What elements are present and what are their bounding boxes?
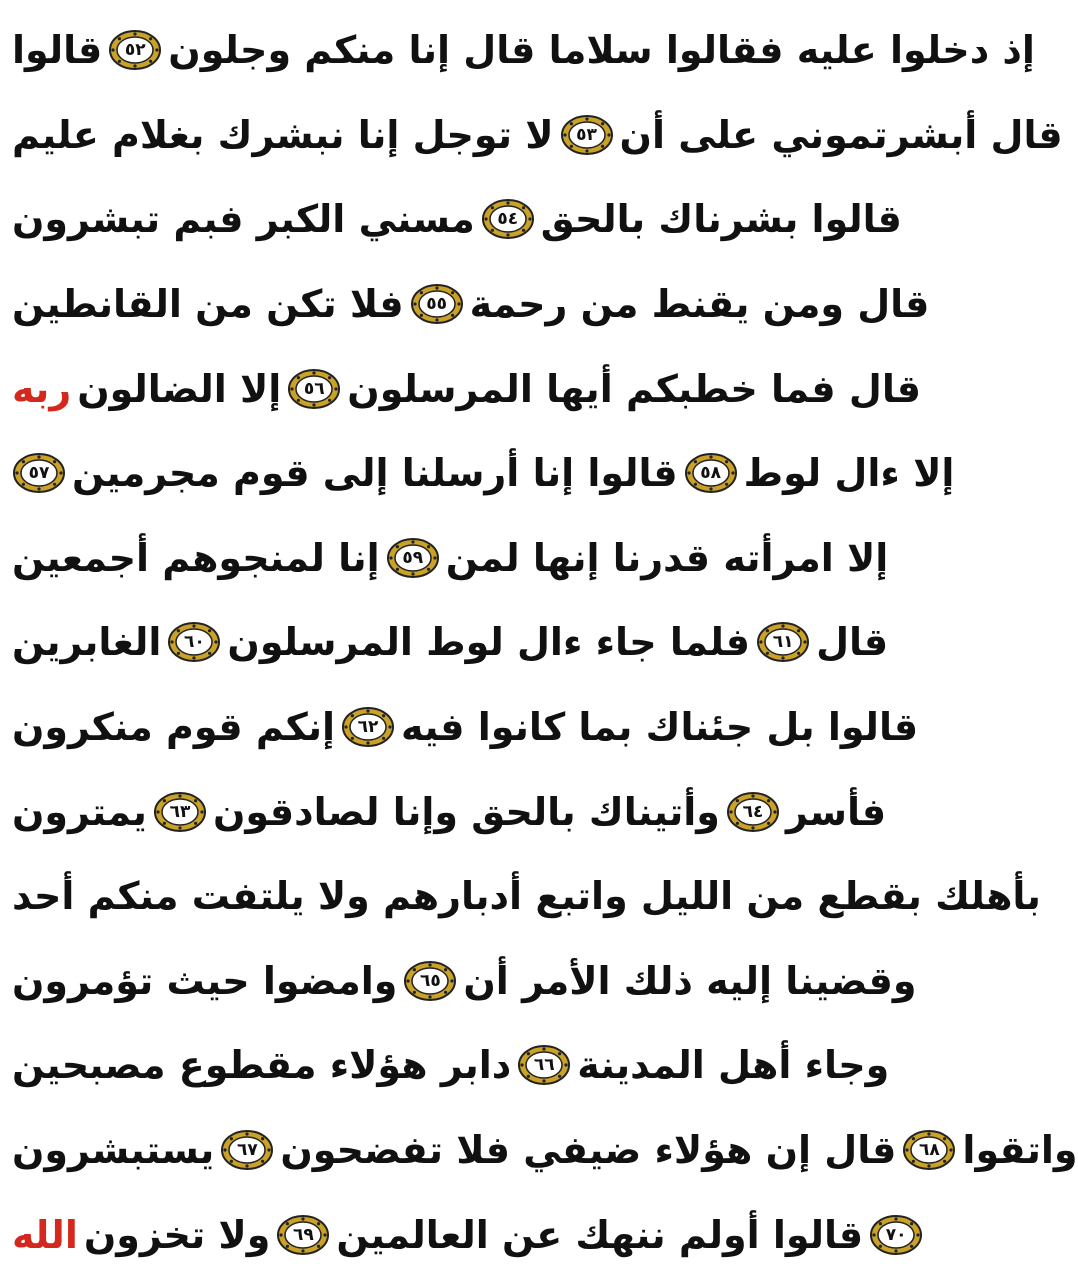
verse-text: فأسر	[785, 789, 887, 834]
ayah-number: ٦٧	[236, 1140, 258, 1161]
ayah-marker	[276, 1213, 330, 1257]
ayah-number: ٦٣	[169, 801, 191, 822]
verse-text: بأهلك بقطع من الليل واتبع أدبارهم ولا يلتفت منكم أحد	[12, 874, 1041, 919]
ayah-marker	[560, 113, 614, 157]
verse-text: قالوا بل جئناك بما كانوا فيه	[401, 705, 919, 750]
text-line	[12, 939, 917, 1024]
text-line	[12, 431, 955, 516]
ayah-marker	[517, 1043, 571, 1087]
ayah-number: ٥٨	[700, 463, 722, 484]
text-line	[12, 8, 1035, 93]
ayah-marker	[869, 1213, 923, 1257]
ayah-marker	[12, 451, 66, 495]
verse-text: يستبشرون	[12, 1128, 215, 1173]
verse-text: وقضينا إليه ذلك الأمر أن	[463, 958, 917, 1003]
text-line	[12, 1108, 1078, 1193]
ayah-number: ٥٤	[497, 209, 519, 230]
divine-name-text: ربه	[12, 366, 72, 411]
verse-text: ولا تخزون	[83, 1212, 271, 1257]
ayah-number: ٦٥	[420, 970, 441, 991]
verse-text: وأتيناك بالحق وإنا لصادقون	[212, 789, 720, 834]
text-line	[12, 600, 889, 685]
ayah-number: ٥٢	[124, 40, 146, 61]
ayah-marker	[756, 620, 810, 664]
ayah-number: ٦١	[772, 632, 794, 653]
ayah-marker	[481, 197, 535, 241]
ayah-marker	[726, 790, 780, 834]
verse-text: الغابرين	[12, 620, 162, 665]
ayah-number: ٦٦	[533, 1055, 555, 1076]
verse-text: إلا الضالون	[77, 366, 282, 411]
ayah-number: ٥٦	[303, 378, 325, 399]
ayah-marker	[386, 536, 440, 580]
verse-text: قال ومن يقنط من رحمة	[469, 282, 930, 327]
ayah-marker	[287, 367, 341, 411]
verse-text: قال فما خطبكم أيها المرسلون	[347, 366, 921, 411]
verse-text: قالوا بشرناك بالحق	[540, 197, 902, 242]
ayah-number: ٥٣	[576, 124, 597, 145]
verse-text: قال إن هؤلاء ضيفي فلا تفضحون	[280, 1128, 897, 1173]
ayah-number: ٦٠	[184, 632, 205, 653]
verse-text: إلا ءال لوط	[743, 451, 955, 496]
ayah-number: ٥٥	[426, 294, 448, 315]
ayah-number: ٥٧	[28, 463, 50, 484]
verse-text: قالوا	[12, 28, 103, 73]
ayah-marker	[403, 959, 457, 1003]
verse-text: واتقوا	[962, 1128, 1078, 1173]
text-line	[12, 516, 889, 601]
ayah-number: ٦٢	[357, 717, 379, 738]
ayah-marker	[902, 1128, 956, 1172]
text-line	[12, 854, 1041, 939]
verse-text: وجاء أهل المدينة	[577, 1043, 890, 1088]
verse-text: لا توجل إنا نبشرك بغلام عليم	[12, 112, 554, 157]
text-line	[12, 685, 919, 770]
verse-text: يمترون	[12, 789, 147, 834]
text-line	[12, 1192, 907, 1277]
verse-text: فلا تكن من القانطين	[12, 282, 404, 327]
text-line	[12, 1023, 890, 1108]
ayah-marker	[684, 451, 738, 495]
verse-text: إذ دخلوا عليه فقالوا سلاما قال إنا منكم وجلون	[168, 28, 1035, 73]
text-line	[12, 346, 921, 431]
text-line	[12, 262, 930, 347]
divine-name-text: الله	[12, 1212, 78, 1257]
ayah-number: ٦٤	[742, 801, 764, 822]
verse-text: فلما جاء ءال لوط المرسلون	[227, 620, 751, 665]
verse-text: إلا امرأته قدرنا إنها لمن	[445, 535, 889, 580]
verse-text: إنكم قوم منكرون	[12, 705, 336, 750]
verse-text: وامضوا حيث تؤمرون	[12, 958, 398, 1003]
ayah-number: ٥٩	[402, 547, 424, 568]
verse-text: مسني الكبر فبم تبشرون	[12, 197, 475, 242]
ayah-marker	[220, 1128, 274, 1172]
ayah-marker	[153, 790, 207, 834]
ayah-number: ٧٠	[885, 1224, 907, 1245]
text-line	[12, 177, 902, 262]
text-line	[12, 769, 887, 854]
text-line	[12, 93, 1063, 178]
verse-text: قالوا إنا أرسلنا إلى قوم مجرمين	[72, 451, 678, 496]
verse-text: قال أبشرتموني على أن	[619, 112, 1063, 157]
ayah-marker	[167, 620, 221, 664]
verse-text: قالوا أولم ننهك عن العالمين	[336, 1212, 864, 1257]
verse-text: إنا لمنجوهم أجمعين	[12, 535, 380, 580]
ayah-marker	[108, 28, 162, 72]
ayah-number: ٦٨	[919, 1140, 940, 1161]
verse-text: دابر هؤلاء مقطوع مصبحين	[12, 1043, 512, 1088]
ayah-marker	[410, 282, 464, 326]
verse-text: قال	[816, 620, 889, 665]
ayah-number: ٦٩	[292, 1224, 314, 1245]
ayah-marker	[341, 705, 395, 749]
